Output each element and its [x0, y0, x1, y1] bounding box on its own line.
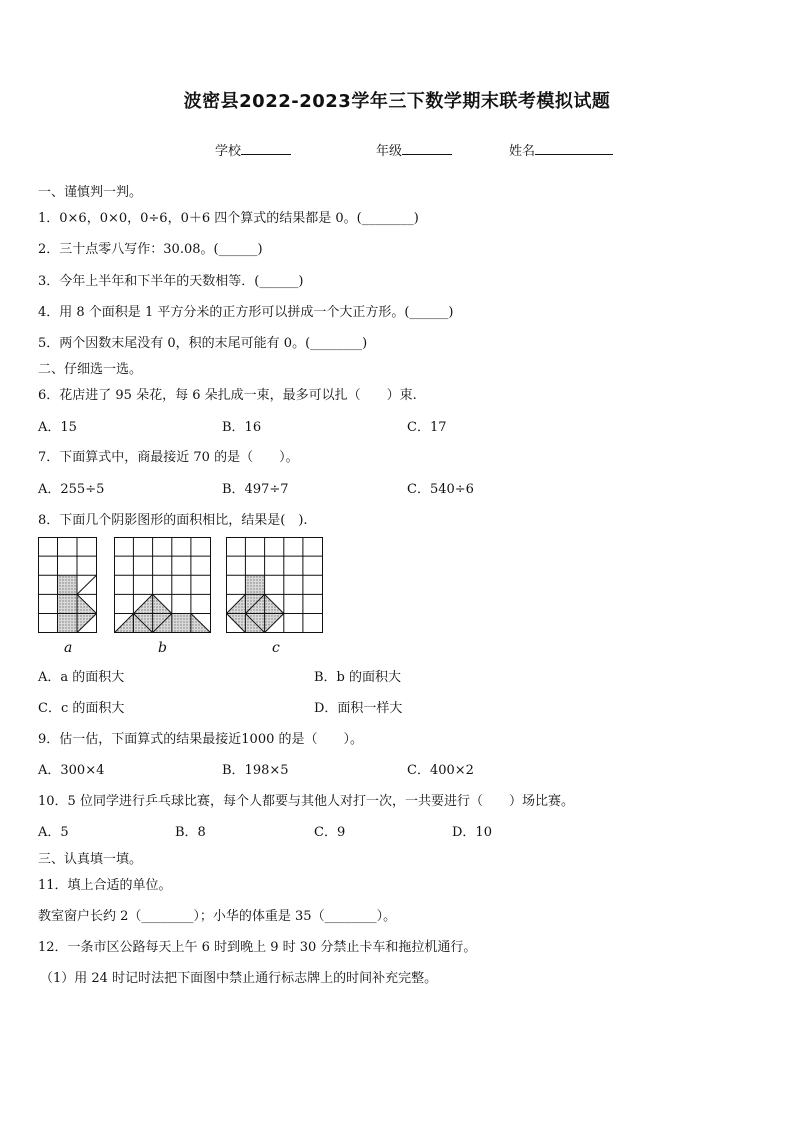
q8-option-b[interactable]: B．b 的面积大 [314, 670, 402, 685]
question-12: 12．一条市区公路每天上午 6 时到晚上 9 时 30 分禁止卡车和拖拉机通行。 [38, 940, 477, 955]
question-7: 7．下面算式中，商最接近 70 的是（ ）。 [38, 450, 299, 465]
question-8: 8．下面几个阴影图形的面积相比，结果是( ). [38, 513, 308, 528]
question-2: 2．三十点零八写作：30.08。(______) [38, 242, 263, 257]
q10-option-b[interactable]: B．8 [175, 825, 206, 840]
q9-option-a[interactable]: A．300×4 [38, 763, 105, 778]
question-4: 4．用 8 个面积是 1 平方分米的正方形可以拼成一个大正方形。(______) [38, 305, 454, 320]
question-3: 3．今年上半年和下半年的天数相等．(______) [38, 274, 304, 289]
grid-figure-b [114, 537, 211, 633]
name-field[interactable]: 姓名 [509, 140, 613, 159]
q10-option-d[interactable]: D．10 [452, 825, 492, 840]
figure-label-a: a [64, 640, 73, 656]
q7-option-b[interactable]: B．497÷7 [222, 482, 289, 497]
figure-label-b: b [158, 640, 167, 656]
q6-option-c[interactable]: C．17 [407, 420, 447, 435]
q8-option-c[interactable]: C．c 的面积大 [38, 701, 125, 716]
section-heading-2: 二、仔细选一选。 [38, 362, 143, 377]
page-title: 波密县2022-2023学年三下数学期末联考模拟试题 [183, 91, 611, 112]
question-9: 9．估一估，下面算式的结果最接近1000 的是（ ）。 [38, 732, 363, 747]
q9-option-c[interactable]: C．400×2 [407, 763, 474, 778]
section-heading-3: 三、认真填一填。 [38, 852, 143, 867]
grid-figure-c [226, 537, 323, 633]
grade-field[interactable]: 年级 [376, 140, 452, 159]
q8-option-a[interactable]: A．a 的面积大 [38, 670, 125, 685]
section-heading-1: 一、谨慎判一判。 [38, 185, 143, 200]
q6-option-a[interactable]: A．15 [38, 420, 77, 435]
figure-label-c: c [272, 640, 280, 656]
q6-option-b[interactable]: B．16 [222, 420, 262, 435]
q8-option-d[interactable]: D．面积一样大 [314, 701, 403, 716]
question-11: 11．填上合适的单位。 [38, 878, 172, 893]
q10-option-a[interactable]: A．5 [38, 825, 69, 840]
question-5: 5．两个因数末尾没有 0，积的末尾可能有 0。(________) [38, 336, 368, 351]
question-11-blanks[interactable]: 教室窗户长约 2（________）；小华的体重是 35（________）。 [38, 909, 397, 924]
school-field[interactable]: 学校 [215, 140, 291, 159]
question-10: 10．5 位同学进行乒乓球比赛，每个人都要与其他人对打一次，一共要进行（ ）场比赛。 [38, 794, 574, 809]
q7-option-a[interactable]: A．255÷5 [38, 482, 105, 497]
q9-option-b[interactable]: B．198×5 [222, 763, 289, 778]
school-blank[interactable] [241, 141, 291, 155]
grade-blank[interactable] [402, 141, 452, 155]
name-blank[interactable] [535, 141, 613, 155]
question-12-part-1: （1）用 24 时记时法把下面图中禁止通行标志牌上的时间补充完整。 [40, 971, 438, 986]
q7-option-c[interactable]: C．540÷6 [407, 482, 474, 497]
grid-figure-a [38, 537, 97, 633]
question-6: 6．花店进了 95 朵花，每 6 朵扎成一束，最多可以扎（ ）束. [38, 388, 417, 403]
question-1: 1．0×6，0×0，0÷6，0＋6 四个算式的结果都是 0。(________) [38, 211, 419, 226]
q10-option-c[interactable]: C．9 [314, 825, 346, 840]
